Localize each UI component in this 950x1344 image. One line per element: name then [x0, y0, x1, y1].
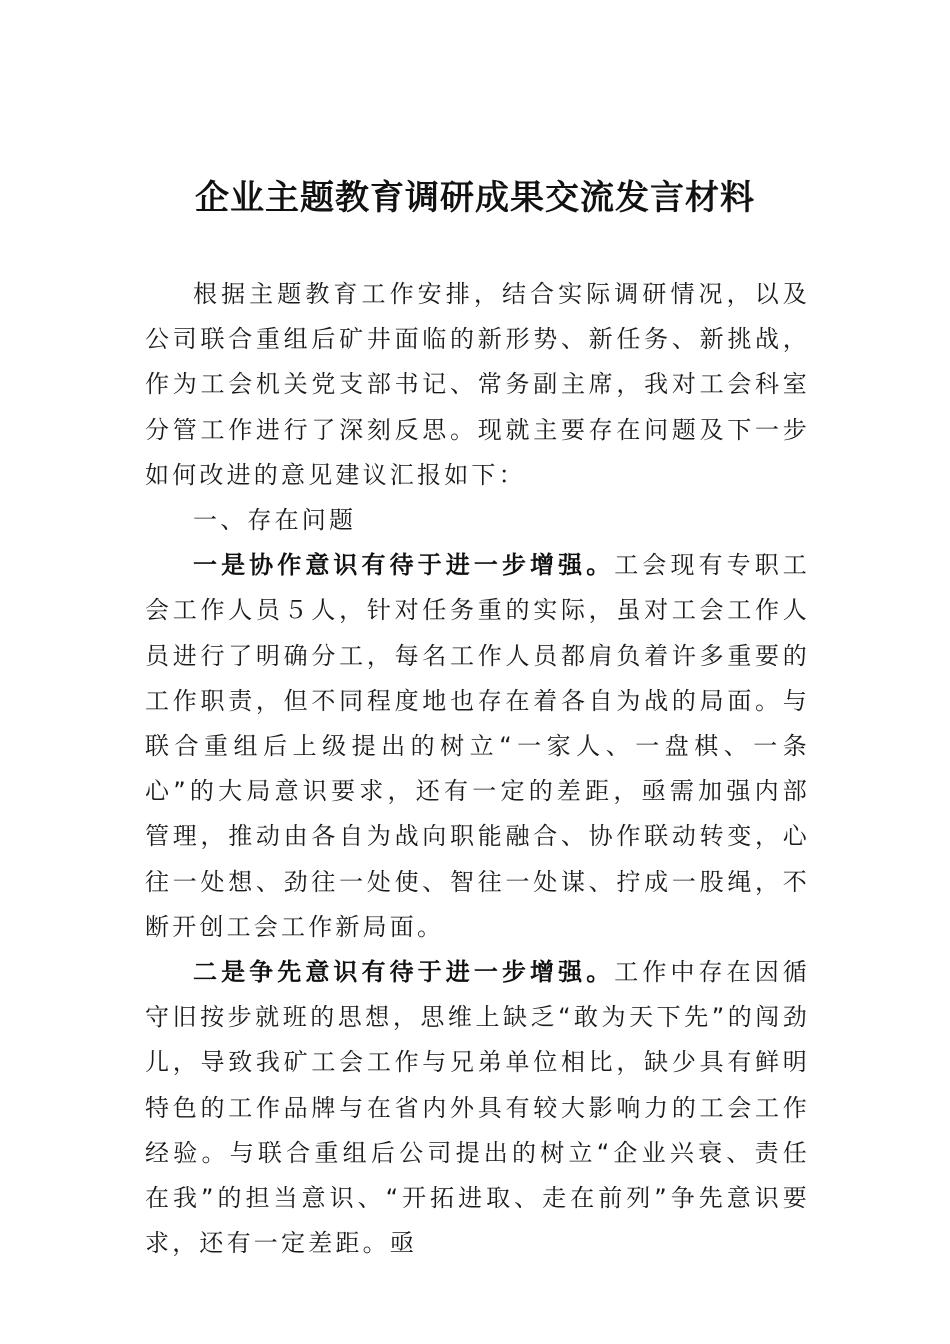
point-2-text: 工作中存在因循守旧按步就班的思想，思维上缺乏“敢为天下先”的闯劲儿，导致我矿工会工作与兄弟单位相比，缺少具有鲜明特色的工作品牌与在省内外具有较大影响力的工会工作经验。与联合重组后公司提出的树立“企业兴衰、责任在我”的担当意识、“开拓进取、走在前列”争先意识要求，还有一定差距。亟 — [145, 958, 810, 1258]
point-1-text: 工会现有专职工会工作人员５人，针对任务重的实际，虽对工会工作人员进行了明确分工，每名工作人员都肩负着许多重要的工作职责，但不同程度地也存在着各自为战的局面。与联合重组后上级提出的树立“一家人、一盘棋、一条心”的大局意识要求，还有一定的差距，亟需加强内部管理，推动由各自为战向职能融合、协作联动转变，心往一处想、劲往一处使、智往一处谋、拧成一股绳，不断开创工会工作新局面。 — [145, 551, 810, 941]
point-2-lead: 二是争先意识有待于进一步增强。 — [193, 958, 615, 987]
point-2-paragraph — [145, 950, 810, 1266]
section-heading: 一、存在问题 — [193, 506, 357, 535]
document-title: 企业主题教育调研成果交流发言材料 — [195, 178, 755, 218]
intro-paragraph: 根据主题教育工作安排，结合实际调研情况，以及公司联合重组后矿井面临的新形势、新任务、新挑战，作为工会机关党支部书记、常务副主席，我对工会科室分管工作进行了深刻反思。现就主要存在问题及下一步如何改进的意见建议汇报如下： — [145, 280, 810, 489]
point-1-paragraph — [145, 543, 810, 950]
document-body — [145, 272, 810, 1266]
point-1-lead: 一是协作意识有待于进一步增强。 — [193, 551, 615, 580]
